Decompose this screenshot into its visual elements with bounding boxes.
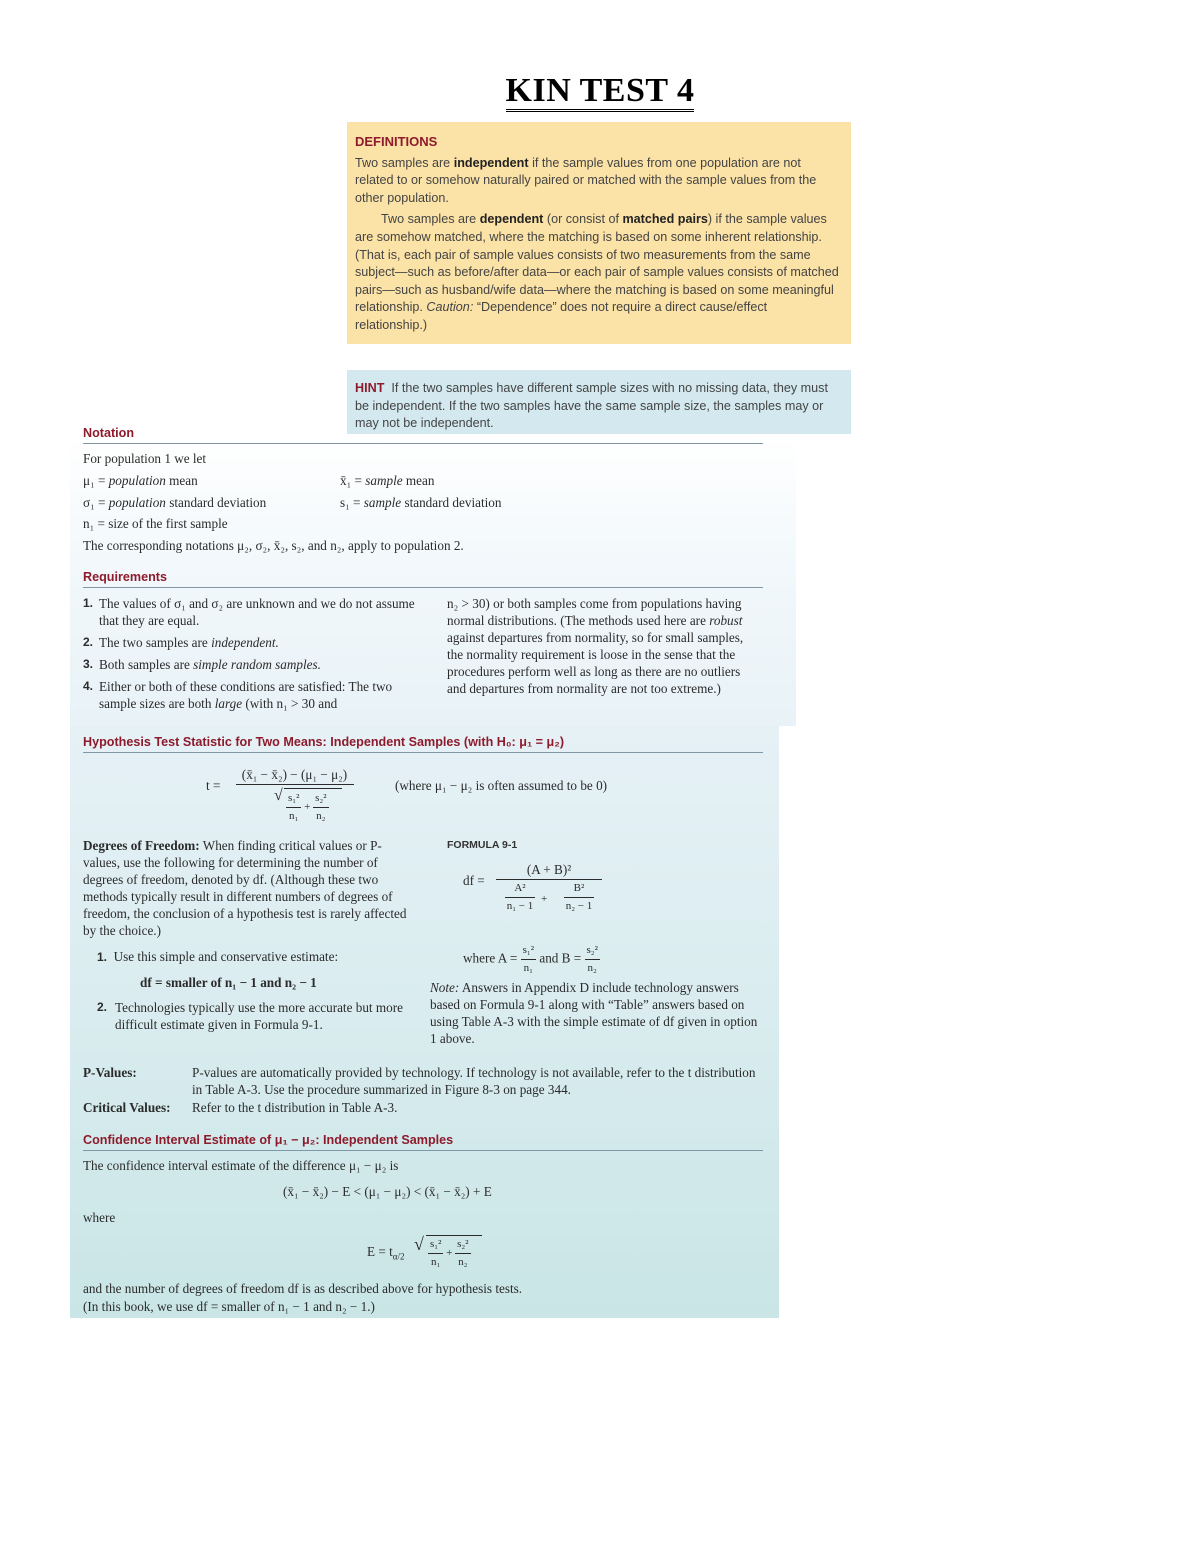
notation-x1: x̄₁ = sample mean	[340, 473, 435, 488]
sqrt-overbar	[284, 788, 342, 789]
hypothesis-heading: Hypothesis Test Statistic for Two Means: Independent Samples (with H₀: μ₁ = μ₂)	[83, 735, 565, 749]
t-denominator: $\frac{\text{s₁²}}{\text{n₁}}$ + $\frac{\text{s₂²}}{\text{n₂}}$	[288, 792, 327, 822]
definition-independent: Two samples are independent if the sample values from one population are not related to or somehow naturally paired or matched with the sample values from the other population.	[355, 155, 817, 205]
definitions-box	[347, 122, 851, 344]
pvalues-label: P-Values:	[83, 1065, 137, 1080]
requirement-item: 4. Either or both of these conditions are satisfied: The two sample sizes are both large (with n₁ > 30 and	[83, 679, 393, 711]
notation-sigma1: σ₁ = population standard deviation	[83, 495, 267, 510]
df-step1: 1. Use this simple and conservative estimate:	[97, 949, 339, 964]
df-simple-formula: df = smaller of n₁ − 1 and n₂ − 1	[140, 975, 317, 990]
notation-intro: For population 1 we let	[83, 451, 207, 466]
requirements-col1	[83, 595, 418, 712]
requirement-item: 1. The values of σ₁ and σ₂ are unknown and we do not assume that they are equal.	[83, 596, 415, 628]
sqrt-symbol: √	[274, 787, 283, 804]
margin-e-terms: $\frac{\text{s₁²}}{\text{n₁}}$ + $\frac{\text{s₂²}}{\text{n₂}}$	[430, 1238, 469, 1268]
notation-rule	[83, 443, 763, 444]
page-title: KIN TEST 4	[0, 72, 1200, 110]
df-eq-lhs: df =	[463, 873, 485, 888]
requirement-item: 3. Both samples are simple random samples.	[83, 657, 321, 672]
definition-dependent: Two samples are dependent (or consist of matched pairs) if the sample values are somehow matched, where the matching is based on some inherent relationship. (That is, each pair of sample values consists of two measurements from the same subject—such as before/after data—or each pair of sample values consists of matched pairs—such as husband/wife data—where the matching is based on some meaningful relationship. Caution: “Dependence” does not require a direct cause/effect relationship.)	[355, 212, 839, 332]
notation-n1: n₁ = size of the first sample	[83, 516, 228, 531]
hint-text: If the two samples have different sample sizes with no missing data, they must be independent. If the two samples have the same sample size, the samples may or may not be independent.	[355, 381, 828, 431]
requirements-heading: Requirements	[83, 570, 167, 584]
confidence-heading: Confidence Interval Estimate of μ₁ − μ₂: Independent Samples	[83, 1133, 454, 1147]
requirement-item: 2. The two samples are independent.	[83, 635, 279, 650]
margin-e-lhs: $E = t_{\alpha/2}$	[367, 1244, 405, 1262]
requirements-rule	[83, 587, 763, 588]
pvalues-text: P-values are automatically provided by technology. If technology is not available, refer to the t distribution in Table A-3. Use the procedure summarized in Figure 8-3 on page 344.	[192, 1065, 756, 1097]
t-note: (where μ₁ − μ₂ is often assumed to be 0)	[395, 778, 608, 793]
df-denom-b: $\frac{\text{B²}}{\text{n₂ − 1}}$	[565, 882, 593, 912]
df-numerator: (A + B)²	[526, 862, 572, 877]
hint-heading: HINT	[355, 381, 385, 395]
notation-s1: s₁ = sample standard deviation	[340, 495, 502, 510]
hint-box	[347, 370, 851, 434]
hypothesis-rule	[83, 752, 763, 753]
notation-heading: Notation	[83, 426, 135, 440]
df-step2: 2. Technologies typically use the more accurate but more difficult estimate given in Formula 9-1.	[97, 1000, 403, 1032]
df-note: Note: Answers in Appendix D include technology answers based on Formula 9-1 along with “Table” answers based on using Table A-3 with the simple estimate of df given in option 1 above.	[430, 980, 758, 1046]
t-fraction-bar	[236, 784, 354, 785]
requirements-col2: n₂ > 30) or both samples come from populations having normal distributions. (The methods used here are robust against departures from normality, so for small samples, the normality requirement is loose in the sense that the procedures perform well as long as there are no outliers and departures from normality are not too extreme.)	[447, 596, 744, 696]
notation-mu1: μ₁ = population mean	[83, 473, 198, 488]
confidence-intro: The confidence interval estimate of the difference μ₁ − μ₂ is	[83, 1158, 399, 1173]
df-denom-a: $\frac{\text{A²}}{\text{n₁ − 1}}$	[506, 882, 534, 912]
definitions-heading: DEFINITIONS	[355, 134, 438, 149]
critical-values-text: Refer to the t distribution in Table A-3.	[192, 1100, 398, 1115]
confidence-rule	[83, 1150, 763, 1151]
df-text: Degrees of Freedom: When finding critical values or P-values, use the following for determining the number of degrees of freedom, denoted by df. (Although these two methods typically result in different numbers of degrees of freedom, the conclusion of a hypothesis test is rarely affected by the choice.)	[83, 838, 407, 938]
confidence-interval-formula: (x̄₁ − x̄₂) − E < (μ₁ − μ₂) < (x̄₁ − x̄₂) + E	[283, 1184, 492, 1199]
df-denom-plus: +	[541, 893, 548, 905]
t-numerator: (x̄₁ − x̄₂) − (μ₁ − μ₂)	[241, 767, 348, 782]
formula-label: FORMULA 9-1	[447, 839, 518, 851]
where-a-b: where A = $\frac{\text{s₁²}}{\text{n₁}}$ and B = $\frac{\text{s₂²}}{\text{n₂}}$	[463, 944, 598, 974]
confidence-after-2: (In this book, we use df = smaller of n₁ − 1 and n₂ − 1.)	[83, 1299, 375, 1314]
t-lhs: t =	[206, 778, 221, 793]
critical-values-label: Critical Values:	[83, 1100, 171, 1115]
confidence-after-1: and the number of degrees of freedom df is as described above for hypothesis tests.	[83, 1281, 523, 1296]
notation-corresponding: The corresponding notations μ₂, σ₂, x̄₂, s₂, and n₂, apply to population 2.	[83, 538, 464, 553]
e-sqrt-symbol: √	[414, 1234, 424, 1254]
confidence-where: where	[83, 1210, 116, 1225]
